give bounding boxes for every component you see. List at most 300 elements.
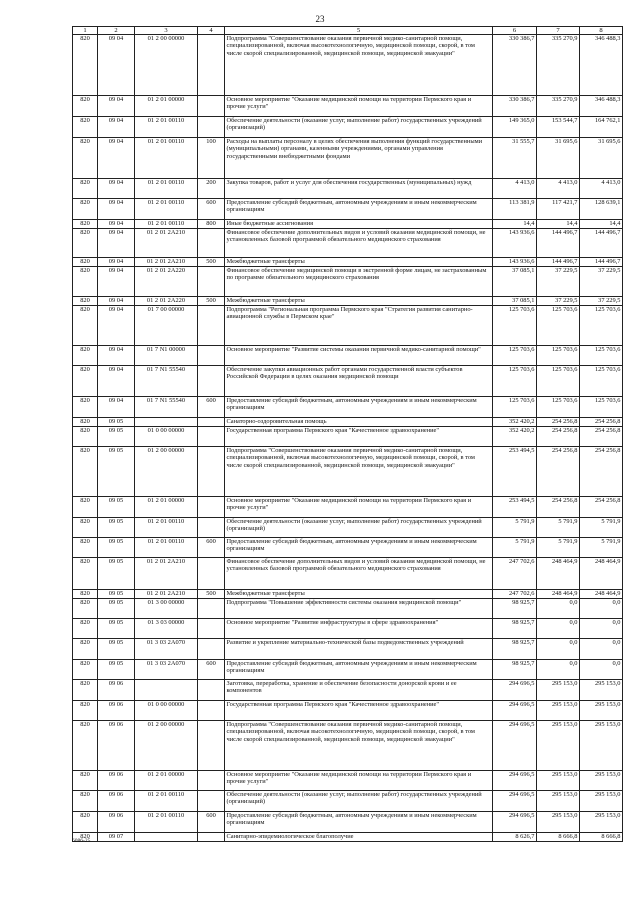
- header-cell: 5: [225, 27, 493, 35]
- admin-code-cell: 820: [73, 497, 98, 518]
- expense-type-cell: [198, 833, 225, 842]
- expense-type-cell: [198, 558, 225, 590]
- description-cell: Основное мероприятие "Развитие системы оказания первичной медико-санитарной помощи": [225, 346, 493, 366]
- description-cell: Обеспечение деятельности (оказание услуг, выполнение работ) государственных учреждений (организаций): [225, 518, 493, 538]
- amount-year2-cell: 254 256,8: [537, 418, 580, 427]
- target-article-cell: 01 2 00 00000: [135, 447, 198, 497]
- amount-year1-cell: 98 925,7: [493, 619, 537, 639]
- amount-year2-cell: 295 153,0: [537, 791, 580, 812]
- amount-year3-cell: 8 666,8: [580, 833, 623, 842]
- amount-year1-cell: 125 703,6: [493, 306, 537, 346]
- table-row: [73, 771, 623, 791]
- admin-code-cell: 820: [73, 518, 98, 538]
- table-row: [73, 497, 623, 518]
- target-article-cell: 01 3 00 00000: [135, 599, 198, 619]
- amount-year2-cell: 144 496,7: [537, 229, 580, 258]
- table-row: [73, 599, 623, 619]
- admin-code-cell: 820: [73, 660, 98, 680]
- target-article-cell: 01 2 00 00000: [135, 35, 198, 96]
- amount-year1-cell: 98 925,7: [493, 599, 537, 619]
- target-article-cell: 01 2 01 00110: [135, 199, 198, 220]
- expense-type-cell: [198, 791, 225, 812]
- description-cell: Иные бюджетные ассигнования: [225, 220, 493, 229]
- expense-type-cell: 500: [198, 258, 225, 267]
- document-code: 6086-25: [72, 838, 91, 844]
- page-number: 23: [315, 14, 325, 24]
- target-article-cell: 01 2 01 00110: [135, 117, 198, 138]
- amount-year1-cell: 294 696,5: [493, 701, 537, 721]
- description-cell: Подпрограмма "Совершенствование оказания первичной медико-санитарной помощи, специализированной, включая высокотехнологичную, медицинской помощи, скорой, в том числе скорой специализированной, медицинской помощи, медицинской эвакуации": [225, 721, 493, 771]
- table-row: [73, 680, 623, 701]
- admin-code-cell: 820: [73, 267, 98, 297]
- table-row: [73, 96, 623, 117]
- expense-type-cell: [198, 366, 225, 397]
- admin-code-cell: 820: [73, 599, 98, 619]
- section-cell: 09 04: [98, 179, 135, 199]
- amount-year1-cell: 37 085,1: [493, 267, 537, 297]
- admin-code-cell: 820: [73, 297, 98, 306]
- header-row: [73, 27, 623, 35]
- description-cell: Основное мероприятие "Оказание медицинской помощи на территории Пермского края и прочие услуги": [225, 96, 493, 117]
- amount-year2-cell: 31 695,6: [537, 138, 580, 179]
- admin-code-cell: 820: [73, 833, 98, 842]
- expense-type-cell: [198, 447, 225, 497]
- expense-type-cell: [198, 117, 225, 138]
- table-row: [73, 538, 623, 558]
- expense-type-cell: [198, 701, 225, 721]
- amount-year2-cell: 125 703,6: [537, 306, 580, 346]
- header-cell: 8: [580, 27, 623, 35]
- section-cell: 09 04: [98, 117, 135, 138]
- admin-code-cell: 820: [73, 590, 98, 599]
- table-row: [73, 639, 623, 660]
- description-cell: Финансовое обеспечение дополнительных видов и условий оказания медицинской помощи, не установленных базовой программой обязательного медицинского страхования: [225, 229, 493, 258]
- target-article-cell: 01 2 01 00000: [135, 771, 198, 791]
- admin-code-cell: 820: [73, 35, 98, 96]
- amount-year3-cell: 0,0: [580, 619, 623, 639]
- admin-code-cell: 820: [73, 721, 98, 771]
- amount-year3-cell: 295 153,0: [580, 721, 623, 771]
- table-row: [73, 297, 623, 306]
- target-article-cell: 01 2 01 00110: [135, 179, 198, 199]
- expense-type-cell: 100: [198, 138, 225, 179]
- admin-code-cell: 820: [73, 96, 98, 117]
- amount-year2-cell: 254 256,8: [537, 427, 580, 447]
- admin-code-cell: 820: [73, 427, 98, 447]
- section-cell: 09 06: [98, 771, 135, 791]
- expense-type-cell: [198, 771, 225, 791]
- amount-year1-cell: 113 381,9: [493, 199, 537, 220]
- section-cell: 09 06: [98, 812, 135, 833]
- description-cell: Заготовка, переработка, хранение и обеспечение безопасности донорской крови и ее компонентов: [225, 680, 493, 701]
- section-cell: 09 04: [98, 199, 135, 220]
- target-article-cell: 01 2 01 00000: [135, 96, 198, 117]
- target-article-cell: [135, 833, 198, 842]
- target-article-cell: 01 7 N1 55540: [135, 397, 198, 418]
- amount-year3-cell: 37 229,5: [580, 267, 623, 297]
- target-article-cell: 01 2 01 00110: [135, 518, 198, 538]
- expense-type-cell: [198, 267, 225, 297]
- amount-year1-cell: 253 494,5: [493, 447, 537, 497]
- description-cell: Межбюджетные трансферты: [225, 590, 493, 599]
- table-row: [73, 258, 623, 267]
- amount-year3-cell: 144 496,7: [580, 258, 623, 267]
- expense-type-cell: [198, 418, 225, 427]
- amount-year1-cell: 4 413,0: [493, 179, 537, 199]
- section-cell: 09 05: [98, 427, 135, 447]
- section-cell: 09 05: [98, 418, 135, 427]
- description-cell: Предоставление субсидий бюджетным, автономным учреждениям и иным некоммерческим организациям: [225, 397, 493, 418]
- admin-code-cell: 820: [73, 258, 98, 267]
- amount-year1-cell: 149 365,0: [493, 117, 537, 138]
- description-cell: Подпрограмма "Совершенствование оказания первичной медико-санитарной помощи, специализированной, включая высокотехнологичную, медицинской помощи, скорой, в том числе скорой специализированной, медицинской помощи, медицинской эвакуации": [225, 35, 493, 96]
- target-article-cell: 01 2 01 2A210: [135, 229, 198, 258]
- table-row: [73, 117, 623, 138]
- amount-year2-cell: 5 791,9: [537, 518, 580, 538]
- amount-year2-cell: 0,0: [537, 660, 580, 680]
- description-cell: Основное мероприятие "Оказание медицинской помощи на территории Пермского края и прочие услуги": [225, 497, 493, 518]
- amount-year1-cell: 143 936,6: [493, 258, 537, 267]
- target-article-cell: [135, 680, 198, 701]
- amount-year1-cell: 352 420,2: [493, 418, 537, 427]
- description-cell: Обеспечение деятельности (оказание услуг, выполнение работ) государственных учреждений (организаций): [225, 791, 493, 812]
- amount-year1-cell: 294 696,5: [493, 791, 537, 812]
- expense-type-cell: [198, 96, 225, 117]
- amount-year3-cell: 295 153,0: [580, 701, 623, 721]
- description-cell: Подпрограмма "Повышение эффективности системы оказания медицинской помощи": [225, 599, 493, 619]
- expense-type-cell: [198, 619, 225, 639]
- table-row: [73, 229, 623, 258]
- target-article-cell: 01 3 03 2A070: [135, 660, 198, 680]
- amount-year1-cell: 5 791,9: [493, 518, 537, 538]
- amount-year1-cell: 125 703,6: [493, 366, 537, 397]
- amount-year2-cell: 248 464,9: [537, 590, 580, 599]
- target-article-cell: 01 2 01 2A220: [135, 267, 198, 297]
- amount-year3-cell: 0,0: [580, 660, 623, 680]
- section-cell: 09 05: [98, 619, 135, 639]
- section-cell: 09 06: [98, 721, 135, 771]
- expense-type-cell: 600: [198, 538, 225, 558]
- amount-year3-cell: 31 695,6: [580, 138, 623, 179]
- table-row: [73, 397, 623, 418]
- amount-year2-cell: 254 256,8: [537, 497, 580, 518]
- amount-year1-cell: 8 626,7: [493, 833, 537, 842]
- amount-year3-cell: 295 153,0: [580, 791, 623, 812]
- amount-year3-cell: 295 153,0: [580, 680, 623, 701]
- amount-year1-cell: 14,4: [493, 220, 537, 229]
- target-article-cell: 01 7 00 00000: [135, 306, 198, 346]
- amount-year1-cell: 125 703,6: [493, 397, 537, 418]
- target-article-cell: 01 7 N1 00000: [135, 346, 198, 366]
- amount-year2-cell: 0,0: [537, 639, 580, 660]
- amount-year1-cell: 247 702,6: [493, 590, 537, 599]
- target-article-cell: 01 2 01 00110: [135, 812, 198, 833]
- amount-year3-cell: 5 791,9: [580, 518, 623, 538]
- description-cell: Предоставление субсидий бюджетным, автономным учреждениям и иным некоммерческим организациям: [225, 199, 493, 220]
- amount-year3-cell: 346 488,3: [580, 35, 623, 96]
- amount-year3-cell: 125 703,6: [580, 397, 623, 418]
- table-row: [73, 812, 623, 833]
- description-cell: Основное мероприятие "Развитие инфраструктуры в сфере здравоохранения": [225, 619, 493, 639]
- amount-year1-cell: 294 696,5: [493, 680, 537, 701]
- table-row: [73, 791, 623, 812]
- header-cell: 2: [98, 27, 135, 35]
- expense-type-cell: [198, 721, 225, 771]
- amount-year1-cell: 31 555,7: [493, 138, 537, 179]
- description-cell: Межбюджетные трансферты: [225, 297, 493, 306]
- amount-year2-cell: 0,0: [537, 599, 580, 619]
- section-cell: 09 05: [98, 558, 135, 590]
- description-cell: Обеспечение деятельности (оказание услуг, выполнение работ) государственных учреждений (организаций): [225, 117, 493, 138]
- admin-code-cell: 820: [73, 346, 98, 366]
- amount-year1-cell: 294 696,5: [493, 812, 537, 833]
- description-cell: Государственная программа Пермского края "Качественное здравоохранение": [225, 701, 493, 721]
- expense-type-cell: [198, 639, 225, 660]
- target-article-cell: 01 2 01 00110: [135, 538, 198, 558]
- amount-year3-cell: 0,0: [580, 639, 623, 660]
- table-row: [73, 220, 623, 229]
- amount-year2-cell: 295 153,0: [537, 680, 580, 701]
- table-row: [73, 590, 623, 599]
- expense-type-cell: 600: [198, 660, 225, 680]
- description-cell: Обеспечение закупки авиационных работ органами государственной власти субъектов Российской Федерации в целях оказания медицинской помощи: [225, 366, 493, 397]
- amount-year3-cell: 14,4: [580, 220, 623, 229]
- section-cell: 09 06: [98, 701, 135, 721]
- amount-year2-cell: 248 464,9: [537, 558, 580, 590]
- table-row: [73, 35, 623, 96]
- amount-year2-cell: 4 413,0: [537, 179, 580, 199]
- target-article-cell: 01 3 03 00000: [135, 619, 198, 639]
- amount-year1-cell: 330 386,7: [493, 96, 537, 117]
- section-cell: 09 07: [98, 833, 135, 842]
- amount-year3-cell: 248 464,9: [580, 590, 623, 599]
- expense-type-cell: [198, 497, 225, 518]
- admin-code-cell: 820: [73, 639, 98, 660]
- amount-year3-cell: 128 639,1: [580, 199, 623, 220]
- header-cell: 3: [135, 27, 198, 35]
- description-cell: Санаторно-оздоровительная помощь: [225, 418, 493, 427]
- expense-type-cell: [198, 427, 225, 447]
- amount-year3-cell: 295 153,0: [580, 771, 623, 791]
- description-cell: Развитие и укрепление материально-технической базы подведомственных учреждений: [225, 639, 493, 660]
- section-cell: 09 05: [98, 538, 135, 558]
- admin-code-cell: 820: [73, 179, 98, 199]
- description-cell: Подпрограмма "Совершенствование оказания первичной медико-санитарной помощи, специализированной, включая высокотехнологичную, медицинской помощи, скорой, в том числе скорой специализированной, медицинской помощи, медицинской эвакуации": [225, 447, 493, 497]
- amount-year2-cell: 335 270,9: [537, 35, 580, 96]
- header-cell: 6: [493, 27, 537, 35]
- target-article-cell: 01 2 01 00110: [135, 220, 198, 229]
- section-cell: 09 05: [98, 660, 135, 680]
- section-cell: 09 06: [98, 791, 135, 812]
- amount-year1-cell: 253 494,5: [493, 497, 537, 518]
- table-row: [73, 366, 623, 397]
- budget-table: [72, 26, 623, 842]
- amount-year3-cell: 254 256,8: [580, 427, 623, 447]
- header-cell: 1: [73, 27, 98, 35]
- amount-year1-cell: 143 936,6: [493, 229, 537, 258]
- target-article-cell: 01 2 01 00110: [135, 138, 198, 179]
- amount-year2-cell: 125 703,6: [537, 366, 580, 397]
- amount-year3-cell: 0,0: [580, 599, 623, 619]
- description-cell: Финансовое обеспечение дополнительных видов и условий оказания медицинской помощи, не установленных базовой программой обязательного медицинского страхования: [225, 558, 493, 590]
- header-cell: 4: [198, 27, 225, 35]
- amount-year2-cell: 117 421,7: [537, 199, 580, 220]
- expense-type-cell: [198, 680, 225, 701]
- expense-type-cell: 600: [198, 199, 225, 220]
- target-article-cell: 01 2 01 00000: [135, 497, 198, 518]
- section-cell: 09 04: [98, 366, 135, 397]
- table-row: [73, 306, 623, 346]
- amount-year2-cell: 295 153,0: [537, 721, 580, 771]
- amount-year1-cell: 5 791,9: [493, 538, 537, 558]
- amount-year2-cell: 5 791,9: [537, 538, 580, 558]
- section-cell: 09 04: [98, 397, 135, 418]
- description-cell: Предоставление субсидий бюджетным, автономным учреждениям и иным некоммерческим организациям: [225, 812, 493, 833]
- expense-type-cell: 800: [198, 220, 225, 229]
- admin-code-cell: 820: [73, 538, 98, 558]
- amount-year2-cell: 254 256,8: [537, 447, 580, 497]
- amount-year3-cell: 125 703,6: [580, 366, 623, 397]
- admin-code-cell: 820: [73, 771, 98, 791]
- amount-year3-cell: 4 413,0: [580, 179, 623, 199]
- amount-year3-cell: 144 496,7: [580, 229, 623, 258]
- expense-type-cell: [198, 35, 225, 96]
- amount-year3-cell: 248 464,9: [580, 558, 623, 590]
- table-row: [73, 427, 623, 447]
- expense-type-cell: [198, 518, 225, 538]
- table-row: [73, 558, 623, 590]
- section-cell: 09 05: [98, 518, 135, 538]
- table-row: [73, 660, 623, 680]
- section-cell: 09 05: [98, 590, 135, 599]
- amount-year2-cell: 8 666,8: [537, 833, 580, 842]
- amount-year3-cell: 125 703,6: [580, 306, 623, 346]
- section-cell: 09 05: [98, 497, 135, 518]
- description-cell: Подпрограмма "Региональная программа Пермского края "Стратегия развития санитарно-авиационной службы в Пермском крае": [225, 306, 493, 346]
- amount-year1-cell: 98 925,7: [493, 639, 537, 660]
- amount-year3-cell: 254 256,8: [580, 418, 623, 427]
- header-cell: 7: [537, 27, 580, 35]
- section-cell: 09 04: [98, 297, 135, 306]
- amount-year3-cell: 164 762,1: [580, 117, 623, 138]
- table-row: [73, 346, 623, 366]
- admin-code-cell: 820: [73, 138, 98, 179]
- target-article-cell: [135, 418, 198, 427]
- target-article-cell: 01 2 01 2A210: [135, 590, 198, 599]
- admin-code-cell: 820: [73, 306, 98, 346]
- description-cell: Межбюджетные трансферты: [225, 258, 493, 267]
- target-article-cell: 01 2 01 2A210: [135, 258, 198, 267]
- target-article-cell: 01 2 01 00110: [135, 791, 198, 812]
- amount-year2-cell: 335 270,9: [537, 96, 580, 117]
- expense-type-cell: [198, 346, 225, 366]
- amount-year1-cell: 294 696,5: [493, 721, 537, 771]
- target-article-cell: 01 0 00 00000: [135, 701, 198, 721]
- table-row: [73, 619, 623, 639]
- expense-type-cell: 500: [198, 590, 225, 599]
- amount-year2-cell: 125 703,6: [537, 346, 580, 366]
- target-article-cell: 01 0 00 00000: [135, 427, 198, 447]
- admin-code-cell: 820: [73, 418, 98, 427]
- amount-year1-cell: 294 696,5: [493, 771, 537, 791]
- expense-type-cell: 500: [198, 297, 225, 306]
- table-row: [73, 518, 623, 538]
- amount-year2-cell: 125 703,6: [537, 397, 580, 418]
- admin-code-cell: 820: [73, 791, 98, 812]
- section-cell: 09 06: [98, 680, 135, 701]
- description-cell: Государственная программа Пермского края "Качественное здравоохранение": [225, 427, 493, 447]
- target-article-cell: 01 2 01 2A220: [135, 297, 198, 306]
- section-cell: 09 04: [98, 258, 135, 267]
- description-cell: Основное мероприятие "Оказание медицинской помощи на территории Пермского края и прочие услуги": [225, 771, 493, 791]
- amount-year1-cell: 98 925,7: [493, 660, 537, 680]
- table-body: [73, 27, 623, 842]
- table-row: [73, 447, 623, 497]
- amount-year1-cell: 352 420,2: [493, 427, 537, 447]
- amount-year1-cell: 247 702,6: [493, 558, 537, 590]
- description-cell: Закупка товаров, работ и услуг для обеспечения государственных (муниципальных) нужд: [225, 179, 493, 199]
- expense-type-cell: 600: [198, 397, 225, 418]
- description-cell: Санитарно-эпидемиологическое благополучие: [225, 833, 493, 842]
- section-cell: 09 05: [98, 639, 135, 660]
- amount-year2-cell: 295 153,0: [537, 701, 580, 721]
- admin-code-cell: 820: [73, 366, 98, 397]
- section-cell: 09 04: [98, 229, 135, 258]
- section-cell: 09 04: [98, 35, 135, 96]
- amount-year2-cell: 37 229,5: [537, 267, 580, 297]
- admin-code-cell: 820: [73, 558, 98, 590]
- amount-year3-cell: 254 256,8: [580, 447, 623, 497]
- expense-type-cell: 200: [198, 179, 225, 199]
- section-cell: 09 04: [98, 267, 135, 297]
- amount-year2-cell: 37 229,5: [537, 297, 580, 306]
- section-cell: 09 04: [98, 346, 135, 366]
- admin-code-cell: 820: [73, 680, 98, 701]
- admin-code-cell: 820: [73, 220, 98, 229]
- section-cell: 09 05: [98, 447, 135, 497]
- admin-code-cell: 820: [73, 397, 98, 418]
- amount-year1-cell: 125 703,6: [493, 346, 537, 366]
- table-row: [73, 418, 623, 427]
- target-article-cell: 01 7 N1 55540: [135, 366, 198, 397]
- target-article-cell: 01 3 03 2A070: [135, 639, 198, 660]
- amount-year2-cell: 153 544,7: [537, 117, 580, 138]
- section-cell: 09 04: [98, 96, 135, 117]
- target-article-cell: 01 2 00 00000: [135, 721, 198, 771]
- admin-code-cell: 820: [73, 117, 98, 138]
- table-row: [73, 701, 623, 721]
- admin-code-cell: 820: [73, 229, 98, 258]
- amount-year2-cell: 144 496,7: [537, 258, 580, 267]
- amount-year2-cell: 0,0: [537, 619, 580, 639]
- section-cell: 09 04: [98, 138, 135, 179]
- expense-type-cell: 600: [198, 812, 225, 833]
- target-article-cell: 01 2 01 2A210: [135, 558, 198, 590]
- admin-code-cell: 820: [73, 619, 98, 639]
- amount-year3-cell: 37 229,5: [580, 297, 623, 306]
- amount-year3-cell: 125 703,6: [580, 346, 623, 366]
- admin-code-cell: 820: [73, 812, 98, 833]
- expense-type-cell: [198, 229, 225, 258]
- section-cell: 09 04: [98, 306, 135, 346]
- amount-year3-cell: 254 256,8: [580, 497, 623, 518]
- description-cell: Финансовое обеспечение медицинской помощи в экстренной форме лицам, не застрахованным по программе обязательного медицинского страхования: [225, 267, 493, 297]
- admin-code-cell: 820: [73, 199, 98, 220]
- amount-year2-cell: 295 153,0: [537, 771, 580, 791]
- description-cell: Расходы на выплаты персоналу в целях обеспечения выполнения функций государственными (муниципальными) органами, казенными учреждениями, органами управления государственными внебюджетными фондами: [225, 138, 493, 179]
- table-row: [73, 199, 623, 220]
- table-row: [73, 833, 623, 842]
